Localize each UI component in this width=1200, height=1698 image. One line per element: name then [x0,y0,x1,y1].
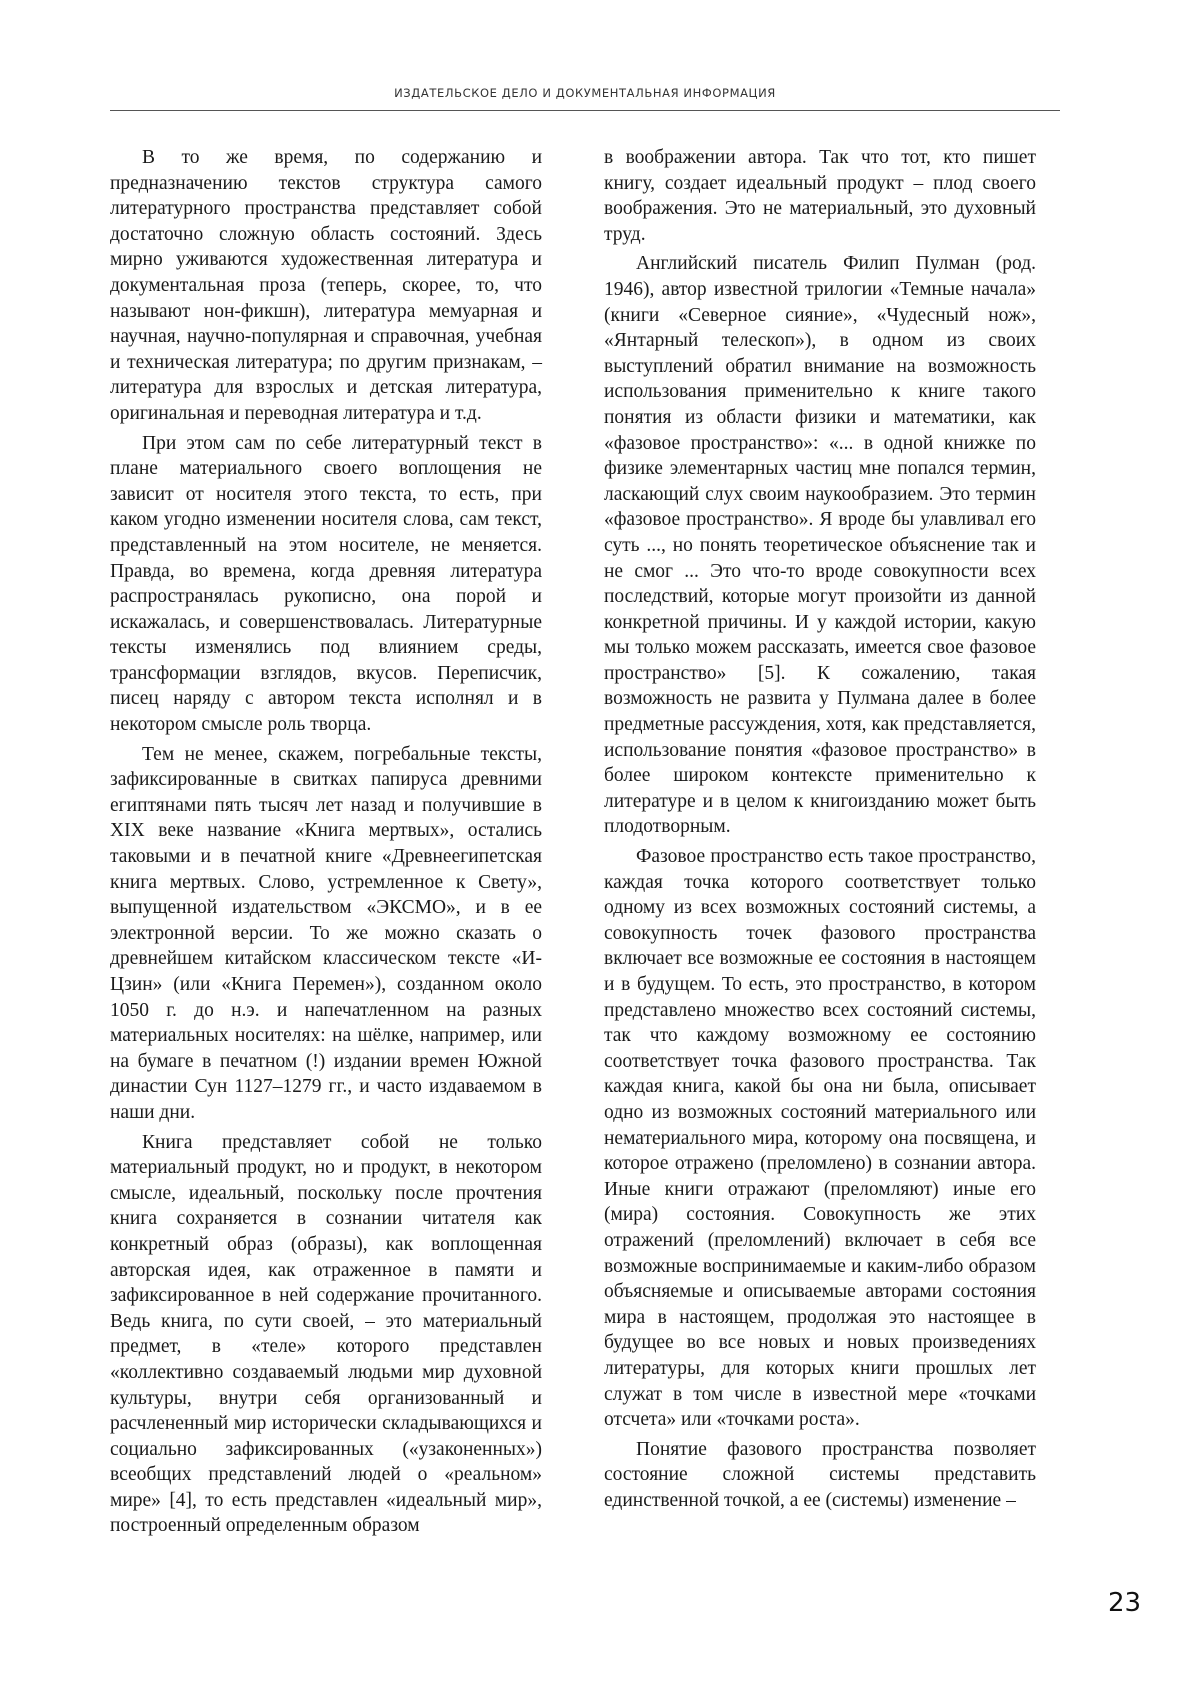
running-header: ИЗДАТЕЛЬСКОЕ ДЕЛО И ДОКУМЕНТАЛЬНАЯ ИНФОРМАЦИЯ [394,86,776,100]
paragraph: В то же время, по содержанию и предназначению текстов структура самого литературного пространства представляет собой достаточно сложную область состояний. Здесь мирно уживаются художественная литература и документальная проза (теперь, скорее, то, что называют нон-фикшн), литература мемуарная и научная, научно-популярная и справочная, учебная и техническая литература; по другим признакам, – литература для взрослых и детская литература, оригинальная и переводная литература и т.д. [110,147,542,424]
right-column [604,145,1036,1517]
paragraph: Понятие фазового пространства позволяет состояние сложной системы представить единственной точкой, а ее (системы) изменение – [604,1438,1036,1511]
left-column [110,145,542,1543]
header-rule [110,110,1060,111]
paragraph: Фазовое пространство есть такое пространство, каждая точка которого соответствует только одному из всех возможных состояний системы, а совокупность точек фазового пространства включает все возможные ее состояния в настоящем и в будущем. То есть, это пространство, в котором представлено множество всех состояний системы, так что каждому возможному ее состоянию соответствует точка фазового пространства. Так каждая книга, какой бы она ни была, описывает одно из возможных состояний материального или нематериального мира, которому она посвящена, и которое отражено (преломлено) в сознании автора. Иные книги отражают (преломляют) иные его (мира) состояния. Совокупность же этих отражений (преломлений) включает в себя все возможные воспринимаемые и каким-либо образом объясняемые и описываемые авторами состояния мира в настоящем, продолжая это настоящее в будущее во все новых и новых произведениях литературы, для которых книги прошлых лет служат в том числе в известной мере «точками отсчета» или «точками роста». [604,846,1036,1431]
paragraph: Английский писатель Филип Пулман (род. 1946), автор известной трилогии «Темные начала» (книги «Северное сияние», «Чудесный нож», «Янтарный телескоп»), в одном из своих выступлений обратил внимание на возможность использования применительно к книге такого понятия из области физики и математики, как «фазовое пространство»: «... в одной книжке по физике элементарных частиц мне попался термин, ласкающий слух своим наукообразием. Это термин «фазовое пространство». Я вроде бы улавливал его суть ..., но понять теоретическое объяснение так и не смог ... Это что-то вроде совокупности всех последствий, которые могут произойти из данной конкретной причины. И у каждой истории, какую мы только можем рассказать, имеется свое фазовое пространство» [5]. К сожалению, такая возможность не развита у Пулмана далее в более предметные рассуждения, хотя, как представляется, использование понятия «фазовое пространство» в более широком контексте применительно к литературе и в целом к книгоизданию может быть плодотворным. [604,253,1036,838]
paragraph: При этом сам по себе литературный текст в плане материального своего воплощения не зависит от носителя этого текста, то есть, при каком угодно изменении носителя слова, сам текст, представленный на этом носителе, не меняется. Правда, во времена, когда древняя литература распространялась рукописно, она порой и искажалась, и совершенствовалась. Литературные тексты изменялись под влиянием среды, трансформации взглядов, вкусов. Переписчик, писец наряду с автором текста исполнял и в некотором смысле роль творца. [110,432,542,736]
paragraph: Тем не менее, скажем, погребальные тексты, зафиксированные в свитках папируса древними египтянами пять тысяч лет назад и получившие в XIX веке название «Книга мертвых», остались таковыми и в печатной книге «Древнеегипетская книга мертвых. Слово, устремленное к Свету», выпущенной издательством «ЭКСМО», и в ее электронной версии. То же можно сказать о древнейшем китайском классическом тексте «И-Цзин» (или «Книга Перемен»), созданном около 1050 г. до н.э. и напечатленном на разных материальных носителях: на шёлке, например, или на бумаге в печатном (!) издании времен Южной династии Сун 1127–1279 гг., и часто издаваемом в наши дни. [110,743,542,1123]
paragraph: Книга представляет собой не только материальный продукт, но и продукт, в некотором смысле, идеальный, поскольку после прочтения книга сохраняется в сознании читателя как конкретный образ (образы), как воплощенная авторская идея, как отраженное в памяти и зафиксированное в ней содержание прочитанного. Ведь книга, по сути своей, – это материальный предмет, в «теле» которого представлен «коллективно создаваемый людьми мир духовной культуры, внутри себя организованный и расчлененный мир исторически складывающихся и социально зафиксированных («узаконенных») всеобщих представлений людей о «реальном» мире» [4], то есть представлен «идеальный мир», построенный определенным образом [110,1131,542,1537]
paragraph-continuation: в воображении автора. Так что тот, кто пишет книгу, создает идеальный продукт – плод своего воображения. Это не материальный, это духовный труд. [604,147,1036,245]
page-number: 23 [1108,1588,1142,1618]
